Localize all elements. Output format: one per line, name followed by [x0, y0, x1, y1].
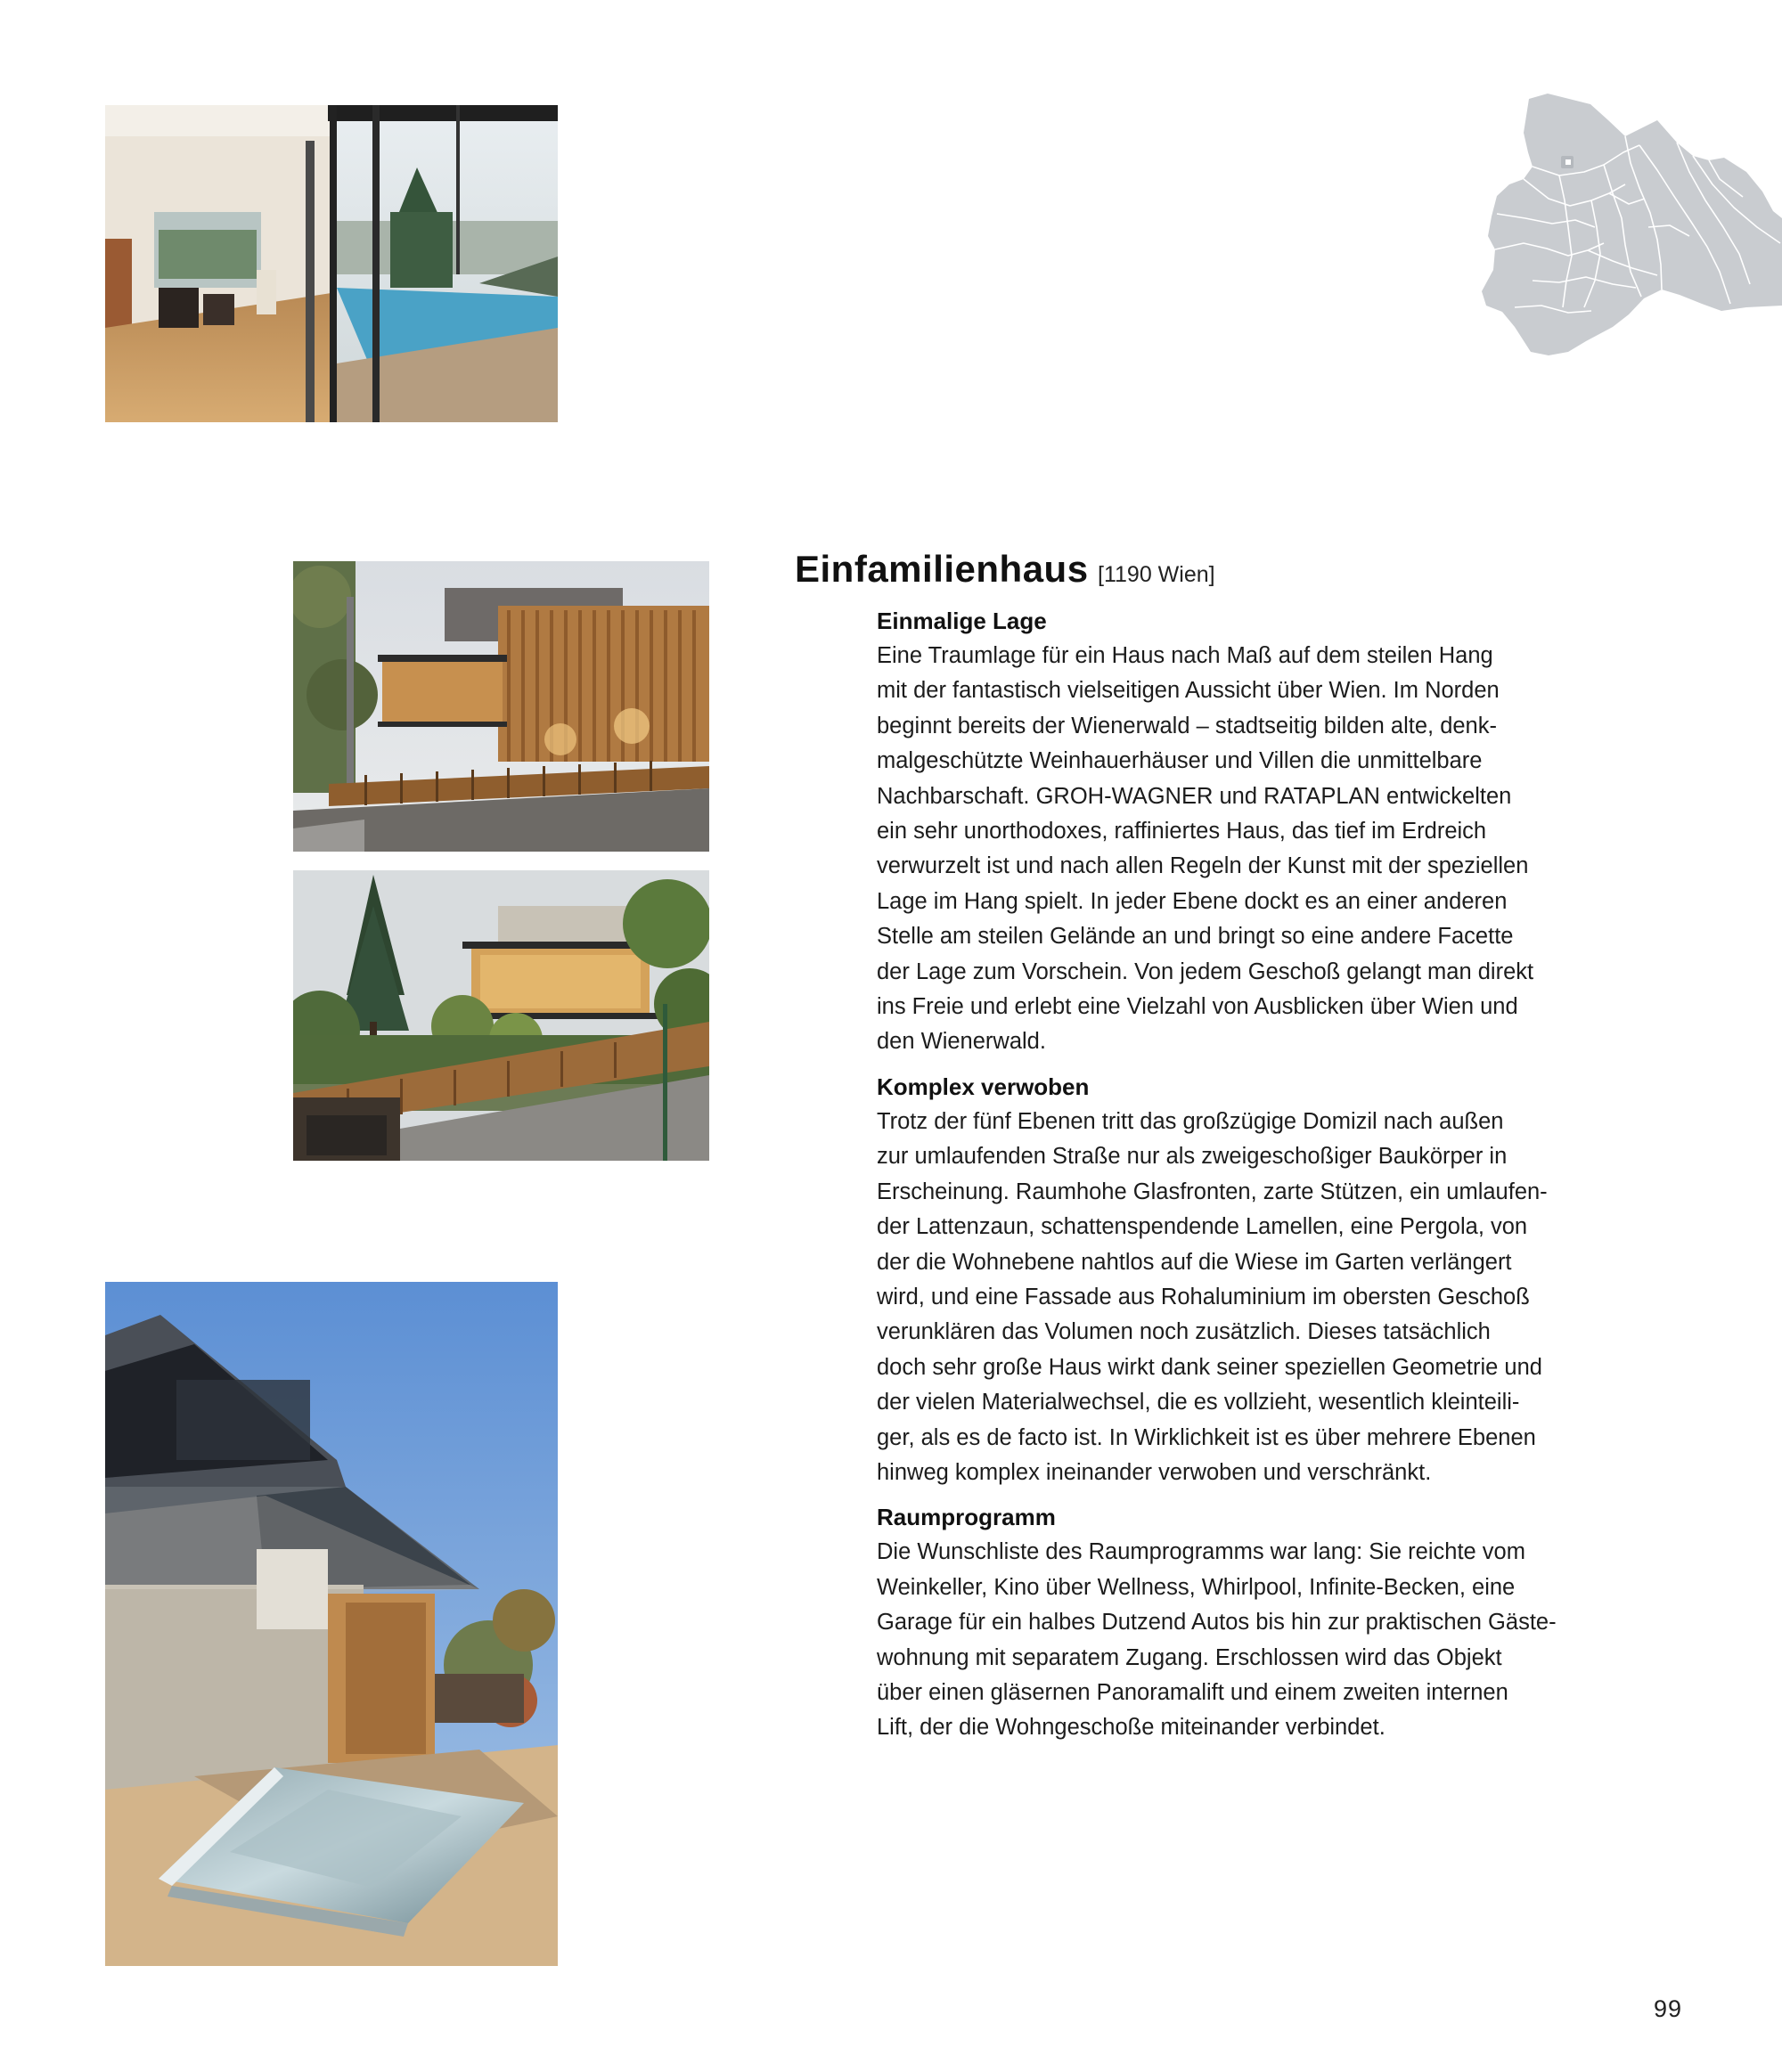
text-line: der Lattenzaun, schattenspendende Lamellen, eine Pergola, von — [877, 1214, 1528, 1240]
text-line: Nachbarschaft. GROH-WAGNER und RATAPLAN entwickelten — [877, 783, 1512, 809]
section-komplex-verwoben — [877, 1070, 1572, 1490]
text-line: Erscheinung. Raumhohe Glasfronten, zarte Stützen, ein umlaufen- — [877, 1179, 1548, 1204]
text-line: verwurzelt ist und nach allen Regeln der Kunst mit der speziellen — [877, 853, 1529, 879]
text-line: Die Wunschliste des Raumprogramms war lang: Sie reichte vom — [877, 1539, 1525, 1565]
section-heading: Einmalige Lage — [877, 608, 1047, 634]
section-paragraph — [877, 1105, 1572, 1490]
text-line: Stelle am steilen Gelände an und bringt so eine andere Facette — [877, 924, 1514, 950]
text-line: der vielen Materialwechsel, die es vollzieht, wesentlich kleinteili- — [877, 1390, 1520, 1415]
section-heading: Komplex verwoben — [877, 1073, 1090, 1100]
text-line: den Wienerwald. — [877, 1029, 1046, 1055]
text-line: mit der fantastisch vielseitigen Aussicht über Wien. Im Norden — [877, 678, 1500, 704]
text-line: Garage für ein halbes Dutzend Autos bis hin zur praktischen Gäste- — [877, 1610, 1557, 1636]
article-body — [877, 604, 1572, 1756]
page-number: 99 — [1654, 1995, 1683, 2022]
photo-interior-pool — [105, 105, 558, 422]
text-line: Weinkeller, Kino über Wellness, Whirlpool, Infinite-Becken, eine — [877, 1574, 1516, 1600]
section-paragraph — [877, 1535, 1572, 1745]
photo-street-facade — [293, 561, 709, 852]
text-line: malgeschützte Weinhauerhäuser und Villen die unmittelbare — [877, 748, 1483, 774]
text-line: Trotz der fünf Ebenen tritt das großzügige Domizil nach außen — [877, 1108, 1504, 1134]
text-line: zur umlaufenden Straße nur als zweigeschoßiger Baukörper in — [877, 1144, 1508, 1170]
text-line: beginnt bereits der Wienerwald – stadtseitig bilden alte, denk- — [877, 713, 1497, 738]
photo-pool-terrace — [105, 1282, 558, 1966]
text-line: wohnung mit separatem Zugang. Erschlossen wird das Objekt — [877, 1644, 1502, 1670]
text-line: Lage im Hang spielt. In jeder Ebene dockt es an einer anderen — [877, 888, 1508, 914]
text-line: über einen gläsernen Panoramalift und einem zweiten internen — [877, 1679, 1508, 1705]
text-line: ein sehr unorthodoxes, raffiniertes Haus, das tief im Erdreich — [877, 819, 1487, 844]
text-line: Lift, der die Wohngeschoße miteinander verbindet. — [877, 1715, 1386, 1741]
section-heading: Raumprogramm — [877, 1504, 1056, 1531]
article-title: Einfamilienhaus — [795, 548, 1089, 590]
text-line: doch sehr große Haus wirkt dank seiner speziellen Geometrie und — [877, 1354, 1542, 1380]
text-line: verunklären das Volumen noch zusätzlich. Dieses tatsächlich — [877, 1319, 1491, 1345]
text-line: Eine Traumlage für ein Haus nach Maß auf dem steilen Hang — [877, 643, 1493, 668]
text-line: hinweg komplex ineinander verwoben und verschränkt. — [877, 1459, 1432, 1485]
text-line: wird, und eine Fassade aus Rohaluminium im obersten Geschoß — [877, 1284, 1530, 1309]
section-paragraph — [877, 639, 1572, 1060]
photo-hillside-garden — [293, 870, 709, 1161]
vienna-district-map — [1479, 94, 1782, 361]
text-line: ins Freie und erlebt eine Vielzahl von Ausblicken über Wien und — [877, 994, 1518, 1020]
text-line: der die Wohnebene nahtlos auf die Wiese im Garten verlängert — [877, 1249, 1512, 1275]
section-raumprogramm — [877, 1500, 1572, 1745]
text-line: ger, als es de facto ist. In Wirklichkeit ist es über mehrere Ebenen — [877, 1424, 1536, 1450]
article-location: [1190 Wien] — [1098, 562, 1215, 587]
section-einmalige-lage — [877, 604, 1572, 1060]
article-title-line — [795, 548, 1215, 591]
text-line: der Lage zum Vorschein. Von jedem Geschoß gelangt man direkt — [877, 959, 1534, 984]
